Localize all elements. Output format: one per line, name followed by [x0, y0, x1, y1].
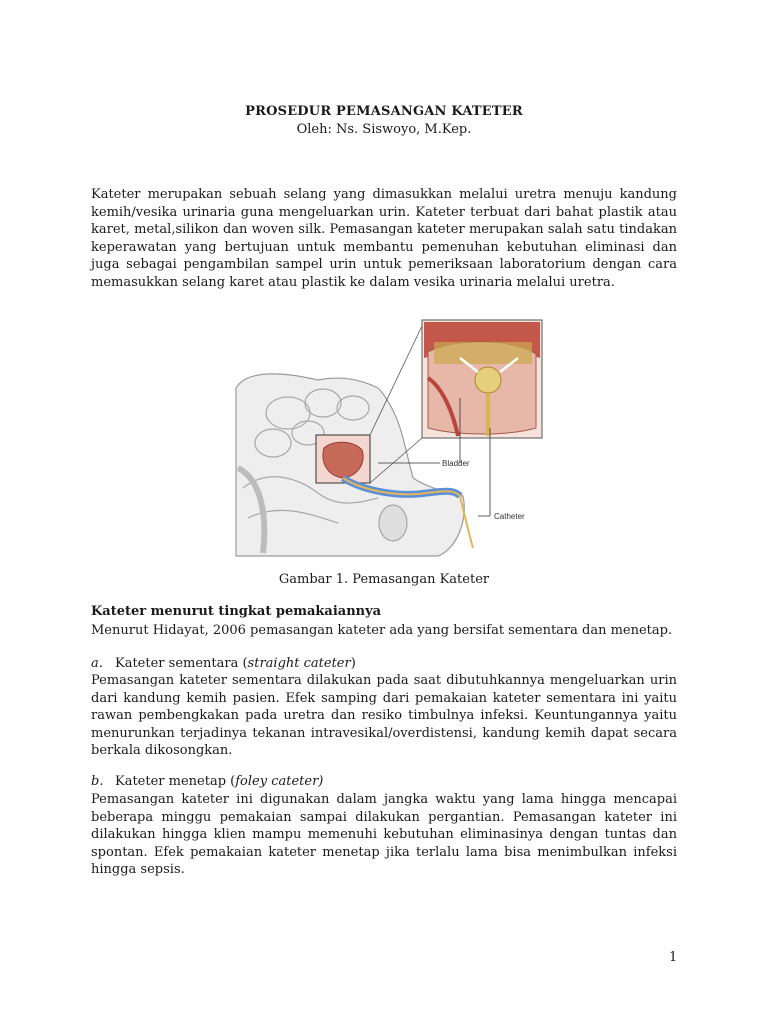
item-b-term: foley cateter) [235, 774, 324, 789]
item-a-heading [91, 656, 356, 671]
page-number: 1 [669, 950, 678, 965]
item-a-label: Kateter sementara ( [115, 656, 248, 671]
scrotum [379, 505, 407, 541]
item-b-marker: b. [91, 774, 104, 789]
section-heading: Kateter menurut tingkat pemakaiannya [91, 604, 382, 619]
catheter-balloon [475, 367, 501, 393]
item-a-close: ) [350, 656, 356, 671]
catheter-illustration [228, 318, 548, 558]
anatomy-drawing [228, 318, 548, 558]
document-title: PROSEDUR PEMASANGAN KATETER [245, 104, 523, 119]
inset-urine-band [434, 342, 532, 364]
item-b-heading [91, 774, 323, 789]
intro-paragraph: Kateter merupakan sebuah selang yang dimasukkan melalui uretra menuju kandung kemih/vesika urinaria guna mengeluarkan urin. Kateter terbuat dari bahat plastik atau karet, metal,silikon dan woven silk. Pemasangan kateter merupakan salah satu tindakan keperawatan yang bertujuan untuk membantu pemenuhan kebutuhan eliminasi dan juga sebagai pengambilan sampel urin untuk pemeriksaan laboratorium dengan cara memasukkan selang karet atau plastik ke dalam vesika urinaria melalui uretra. [91, 187, 677, 290]
catheter-label: Catheter [494, 512, 525, 521]
bladder-label: Bladder [442, 459, 470, 468]
item-b-body: Pemasangan kateter ini digunakan dalam jangka waktu yang lama hingga mencapai beberapa minggu pemakaian sampai dilakukan pergantian. Pemasangan kateter ini dilakukan hingga klien mampu memenuhi kebutuhan eliminasinya dengan tuntas dan spontan. Efek pemakaian kateter menetap jika terlalu lama bisa menimbulkan infeksi hingga sepsis. [91, 792, 677, 877]
figure-caption: Gambar 1. Pemasangan Kateter [278, 572, 490, 587]
section-intro: Menurut Hidayat, 2006 pemasangan kateter ada yang bersifat sementara dan menetap. [91, 623, 673, 638]
item-b-label: Kateter menetap ( [115, 774, 236, 789]
item-a-body: Pemasangan kateter sementara dilakukan pada saat dibutuhkannya mengeluarkan urin dari kandung kemih pasien. Efek samping dari pemakaian kateter sementara ini yaitu rawan pembengkakan pada uretra dan resiko timbulnya infeksi. Keuntungannya yaitu menurunkan terjadinya tekanan intravesikal/overdistensi, kandung kemih dapat secara berkala dikosongkan. [91, 673, 677, 758]
item-a-term: straight cateter [247, 656, 351, 671]
item-a-marker: a. [91, 656, 103, 671]
document-author: Oleh: Ns. Siswoyo, M.Kep. [296, 122, 472, 137]
